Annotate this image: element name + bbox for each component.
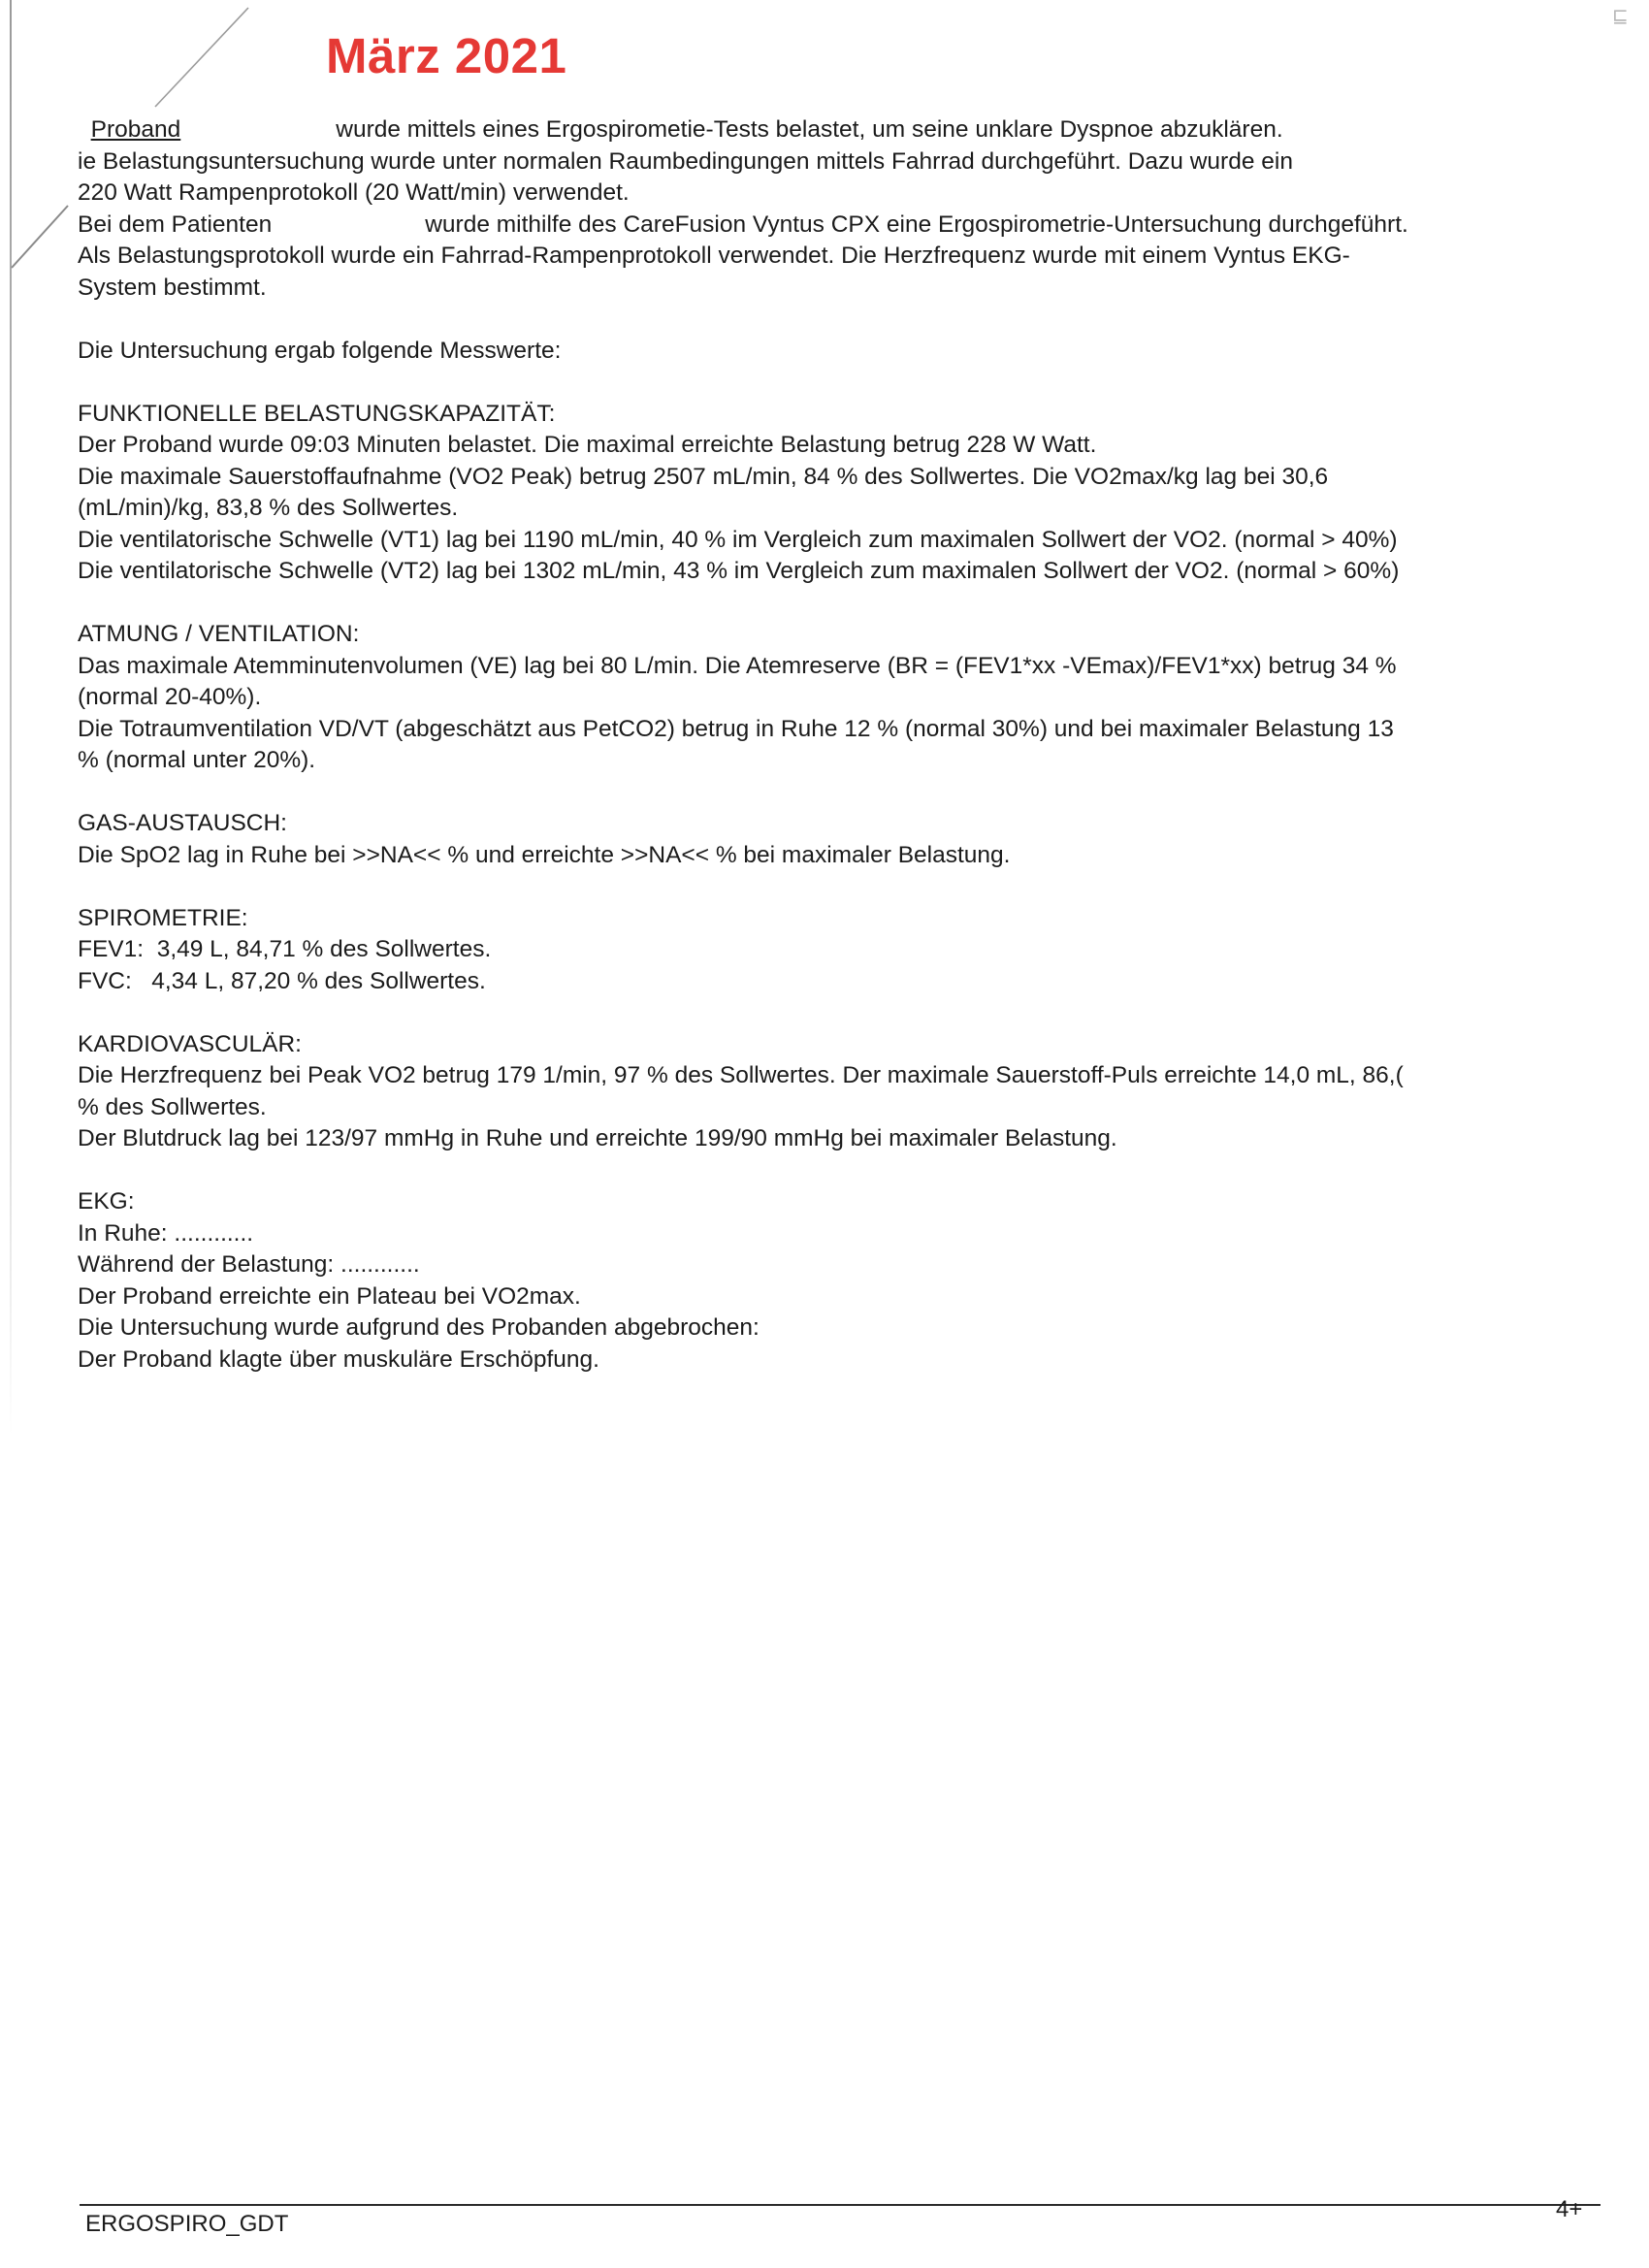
ecg-line: Der Proband erreichte ein Plateau bei VO2max. <box>78 1282 581 1310</box>
intro-line-5: Als Belastungsprotokoll wurde ein Fahrrad-Rampenprotokoll verwendet. Die Herzfrequenz wurde mit einem Vyntus EKG- <box>78 243 1350 269</box>
capacity-line: Der Proband wurde 09:03 Minuten belastet. Die maximal erreichte Belastung betrug 228 W Watt. <box>78 432 1097 458</box>
patient-label: Bei dem Patienten <box>78 211 273 238</box>
capacity-line: Die ventilatorische Schwelle (VT2) lag bei 1302 mL/min, 43 % im Vergleich zum maximalen Sollwert der VO2. (normal > 60%) <box>78 558 1400 584</box>
intro-line-3: 220 Watt Rampenprotokoll (20 Watt/min) verwendet. <box>78 179 630 206</box>
spirometry-line-fev1: FEV1: 3,49 L, 84,71 % des Sollwertes. <box>78 936 492 962</box>
ecg-line: In Ruhe: ............ <box>78 1219 254 1247</box>
gas-exchange-line: Die SpO2 lag in Ruhe bei >>NA<< % und erreichte >>NA<< % bei maximaler Belastung. <box>78 841 1011 868</box>
results-intro: Die Untersuchung ergab folgende Messwerte: <box>78 337 562 364</box>
intro-line-2: ie Belastungsuntersuchung wurde unter normalen Raumbedingungen mittels Fahrrad durchgeführt. Dazu wurde ein <box>78 147 1293 175</box>
ventilation-line: % (normal unter 20%). <box>78 747 316 773</box>
footer-page-number: 4+ <box>1556 2196 1583 2222</box>
ventilation-line: Das maximale Atemminutenvolumen (VE) lag bei 80 L/min. Die Atemreserve (BR = (FEV1*xx -VEmax)/FEV1*xx) betrug 34 % <box>78 652 1397 679</box>
section-title-gas-exchange: GAS-AUSTAUSCH: <box>78 810 287 836</box>
cardio-line: Die Herzfrequenz bei Peak VO2 betrug 179 1/min, 97 % des Sollwertes. Der maximale Sauerstoff-Puls erreichte 14,0 mL, 86,( <box>78 1062 1404 1088</box>
intro-line-4-text: wurde mithilfe des CareFusion Vyntus CPX eine Ergospirometrie-Untersuchung durchgeführt. <box>425 211 1408 238</box>
section-title-ventilation: ATMUNG / VENTILATION: <box>78 621 360 647</box>
capacity-line: (mL/min)/kg, 83,8 % des Sollwertes. <box>78 495 459 521</box>
report-body <box>78 114 1591 1376</box>
section-title-ecg: EKG: <box>78 1188 135 1215</box>
ecg-line: Der Proband klagte über muskuläre Erschöpfung. <box>78 1345 599 1373</box>
intro-line-4 <box>78 210 1591 242</box>
date-heading: März 2021 <box>326 28 567 83</box>
intro-line-1-text: wurde mittels eines Ergospirometie-Tests belastet, um seine unklare Dyspnoe abzuklären. <box>336 116 1283 143</box>
intro-line-6: System bestimmt. <box>78 274 267 301</box>
corner-mark: ⊑ <box>1612 4 1629 27</box>
capacity-line: Die maximale Sauerstoffaufnahme (VO2 Peak) betrug 2507 mL/min, 84 % des Sollwertes. Die VO2max/kg lag bei 30,6 <box>78 463 1329 490</box>
ventilation-line: Die Totraumventilation VD/VT (abgeschätzt aus PetCO2) betrug in Ruhe 12 % (normal 30%) und bei maximaler Belastung 13 <box>78 715 1394 742</box>
section-title-capacity: FUNKTIONELLE BELASTUNGSKAPAZITÄT: <box>78 400 556 427</box>
footer-divider <box>80 2204 1600 2206</box>
section-title-cardio: KARDIOVASCULÄR: <box>78 1030 302 1057</box>
ecg-line: Die Untersuchung wurde aufgrund des Probanden abgebrochen: <box>78 1314 760 1341</box>
proband-label: Proband <box>90 116 181 143</box>
section-title-spirometry: SPIROMETRIE: <box>78 904 248 931</box>
intro-line-1 <box>78 114 1591 146</box>
capacity-line: Die ventilatorische Schwelle (VT1) lag bei 1190 mL/min, 40 % im Vergleich zum maximalen Sollwert der VO2. (normal > 40%) <box>78 526 1398 553</box>
footer-document-code: ERGOSPIRO_GDT <box>85 2211 289 2237</box>
ecg-line: Während der Belastung: ............ <box>78 1251 420 1278</box>
ventilation-line: (normal 20-40%). <box>78 684 262 710</box>
spirometry-line-fvc: FVC: 4,34 L, 87,20 % des Sollwertes. <box>78 967 486 994</box>
cardio-line: % des Sollwertes. <box>78 1093 267 1120</box>
cardio-line: Der Blutdruck lag bei 123/97 mmHg in Ruhe und erreichte 199/90 mmHg bei maximaler Belastung. <box>78 1125 1117 1151</box>
